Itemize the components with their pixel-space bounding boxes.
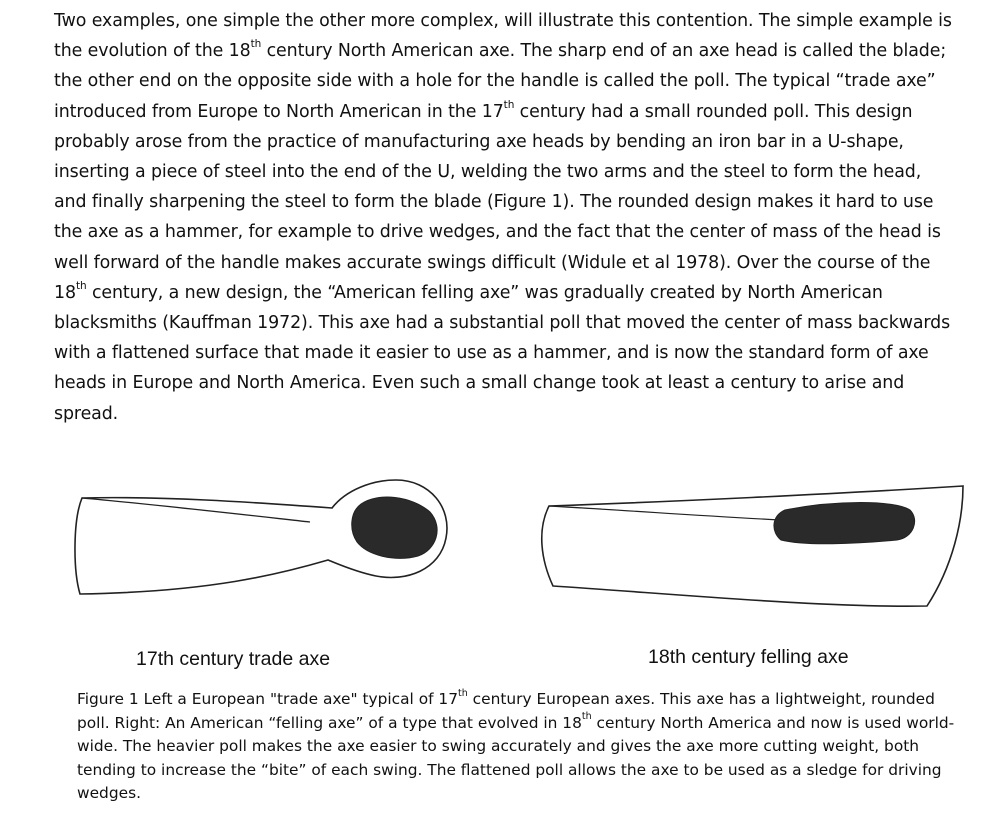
text-segment: century North America and now is used world- [591, 713, 955, 732]
text-line [54, 36, 989, 66]
text-line: spread. [54, 403, 119, 424]
text-line [77, 712, 992, 736]
text-segment: Figure 1 Left a European "trade axe" typical of 17 [77, 690, 459, 708]
text-segment: poll. Right: An American “felling axe” of a type that evolved in 18 [77, 713, 582, 732]
text-segment: century North American axe. The sharp end of an axe head is called the blade; [261, 41, 947, 62]
text-segment: 18 [54, 282, 76, 303]
text-line: blacksmiths (Kauffman 1972). This axe had a substantial poll that moved the center of mass backwards [54, 313, 951, 334]
text-line: well forward of the handle makes accurate swings difficult (Widule et al 1978). Over the course of the [54, 252, 931, 273]
text-line: and finally sharpening the steel to form the blade (Figure 1). The rounded design makes it hard to use [54, 192, 934, 213]
felling-axe-drawing [535, 480, 975, 610]
text-segment: the evolution of the 18 [54, 41, 251, 62]
text-line [54, 97, 989, 127]
text-line: inserting a piece of steel into the end of the U, welding the two arms and the steel to form the head, [54, 162, 922, 183]
trade-axe-label: 17th century trade axe [136, 648, 331, 670]
figure-caption [77, 688, 992, 806]
text-line [54, 278, 989, 308]
superscript: th [581, 711, 592, 723]
superscript: th [250, 38, 262, 51]
superscript: th [75, 280, 87, 293]
text-line: tending to increase the “bite” of each swing. The flattened poll allows the axe to be used as a sledge for driving [77, 760, 942, 779]
text-line [77, 688, 992, 712]
superscript: th [503, 98, 515, 111]
text-line: wedges. [77, 784, 141, 803]
text-line: the other end on the opposite side with a hole for the handle is called the poll. The typical “trade axe” [54, 71, 936, 92]
body-paragraph [54, 6, 989, 429]
text-line: heads in Europe and North America. Even such a small change took at least a century to arise and [54, 373, 905, 394]
trade-axe-drawing [70, 470, 450, 600]
figure-1 [0, 470, 1000, 670]
text-line: the axe as a hammer, for example to drive wedges, and the fact that the center of mass of the head is [54, 222, 941, 243]
superscript: th [458, 687, 468, 699]
text-line: wide. The heavier poll makes the axe easier to swing accurately and gives the axe more cutting weight, both [77, 737, 920, 756]
text-line: with a flattened surface that made it easier to use as a hammer, and is now the standard form of axe [54, 343, 929, 364]
text-line: probably arose from the practice of manufacturing axe heads by bending an iron bar in a U-shape, [54, 131, 904, 152]
text-segment: introduced from Europe to North American in the 17 [54, 101, 504, 122]
text-segment: century, a new design, the “American felling axe” was gradually created by North American [86, 282, 883, 303]
text-line: Two examples, one simple the other more complex, will illustrate this contention. The simple example is [54, 11, 952, 31]
text-segment: century European axes. This axe has a lightweight, rounded [467, 690, 935, 708]
felling-axe-label: 18th century felling axe [648, 646, 849, 668]
text-segment: century had a small rounded poll. This design [514, 101, 913, 122]
